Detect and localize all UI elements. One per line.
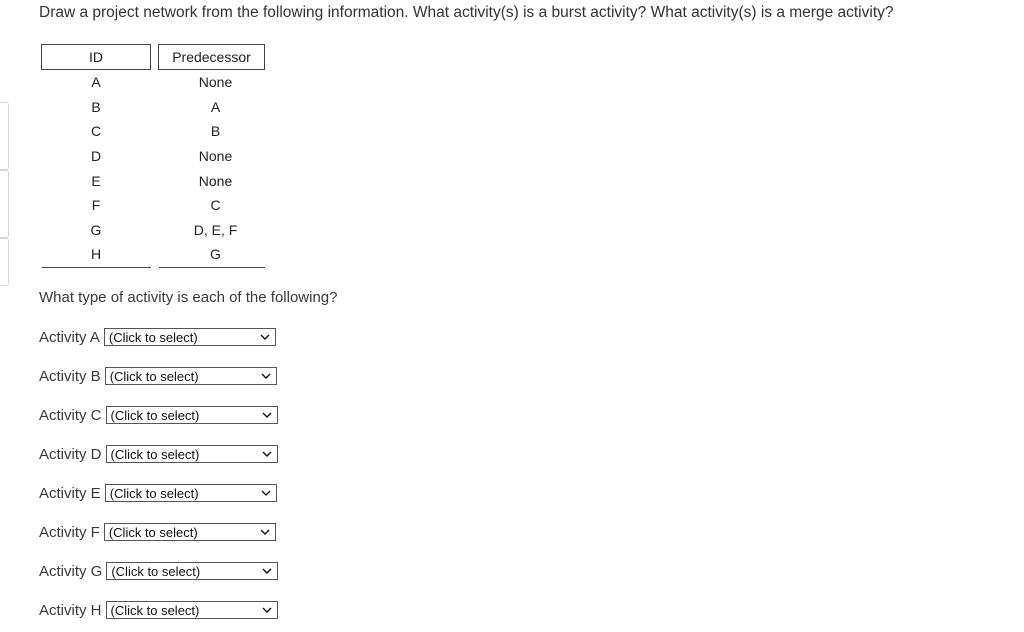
cell-predecessor: None [198, 148, 233, 165]
activity-label: Activity C [39, 406, 102, 424]
chevron-down-icon [261, 409, 273, 421]
table-row [42, 119, 265, 144]
cell-id: F [91, 197, 101, 214]
cell-id: H [42, 242, 151, 267]
predecessor-table [41, 44, 265, 268]
table-row [42, 218, 265, 243]
activity-g-select[interactable] [106, 562, 278, 580]
activity-f-select[interactable] [104, 523, 276, 541]
cell-predecessor: None [198, 172, 233, 189]
activity-e-select[interactable] [105, 484, 277, 502]
cell-gap [151, 193, 159, 218]
activity-label: Activity E [39, 484, 101, 502]
left-edge-tab [0, 238, 9, 286]
activity-c-select[interactable] [106, 406, 278, 424]
activity-row-d [39, 443, 278, 465]
activity-label: Activity D [39, 445, 102, 463]
activity-label: Activity F [39, 523, 100, 541]
activity-h-select[interactable] [106, 601, 278, 619]
cell-predecessor: D, E, F [193, 221, 238, 238]
activity-label: Activity H [39, 601, 102, 619]
cell-id: D [90, 148, 102, 165]
header-id: ID [42, 45, 151, 70]
cell-predecessor: B [210, 123, 221, 140]
activity-label: Activity B [39, 367, 101, 385]
question-text: Draw a project network from the following information. What activity(s) is a burst activity? What activity(s) is a merge activity? [39, 4, 894, 21]
chevron-down-icon [261, 448, 273, 460]
activity-row-b [39, 365, 277, 387]
left-edge-tab [0, 102, 9, 170]
activity-row-c [39, 404, 278, 426]
select-value: (Click to select) [110, 602, 200, 618]
cell-predecessor: G [159, 242, 265, 267]
activity-row-h [39, 599, 278, 621]
cell-id: A [91, 74, 101, 91]
select-value: (Click to select) [111, 563, 201, 579]
activity-row-a [39, 326, 276, 348]
table-row [42, 95, 265, 120]
cell-gap [151, 70, 159, 95]
chevron-down-icon [260, 487, 272, 499]
select-value: (Click to select) [108, 524, 198, 540]
select-value: (Click to select) [109, 485, 199, 501]
activity-label: Activity G [39, 562, 103, 580]
header-gap [151, 45, 159, 70]
select-value: (Click to select) [110, 446, 200, 462]
cell-gap [151, 242, 159, 267]
table-row [42, 193, 265, 218]
table-row [42, 168, 265, 193]
cell-id: C [90, 123, 102, 140]
chevron-down-icon [259, 526, 271, 538]
cell-id: G [90, 221, 102, 238]
activity-d-select[interactable] [106, 445, 278, 463]
cell-gap [151, 168, 159, 193]
cell-gap [151, 119, 159, 144]
cell-gap [151, 218, 159, 243]
chevron-down-icon [261, 565, 273, 577]
header-predecessor: Predecessor [159, 45, 265, 70]
table-row [42, 70, 265, 95]
activity-label: Activity A [39, 328, 100, 346]
activity-row-g [39, 560, 278, 582]
chevron-down-icon [261, 604, 273, 616]
chevron-down-icon [260, 370, 272, 382]
cell-gap [151, 144, 159, 169]
cell-predecessor: A [210, 98, 221, 115]
select-value: (Click to select) [109, 368, 199, 384]
activity-row-e [39, 482, 277, 504]
cell-gap [151, 95, 159, 120]
subquestion-text: What type of activity is each of the following? [39, 289, 338, 306]
cell-predecessor: None [198, 74, 233, 91]
table-row [42, 144, 265, 169]
left-edge-tab [0, 170, 9, 238]
cell-predecessor: C [210, 197, 221, 214]
activity-a-select[interactable] [104, 328, 276, 346]
select-value: (Click to select) [108, 329, 198, 345]
cell-id: B [91, 98, 101, 115]
activity-b-select[interactable] [105, 367, 277, 385]
table-header-row [42, 45, 265, 70]
select-value: (Click to select) [110, 407, 200, 423]
chevron-down-icon [259, 331, 271, 343]
cell-id: E [91, 172, 101, 189]
table-row [42, 242, 265, 267]
activity-row-f [39, 521, 276, 543]
